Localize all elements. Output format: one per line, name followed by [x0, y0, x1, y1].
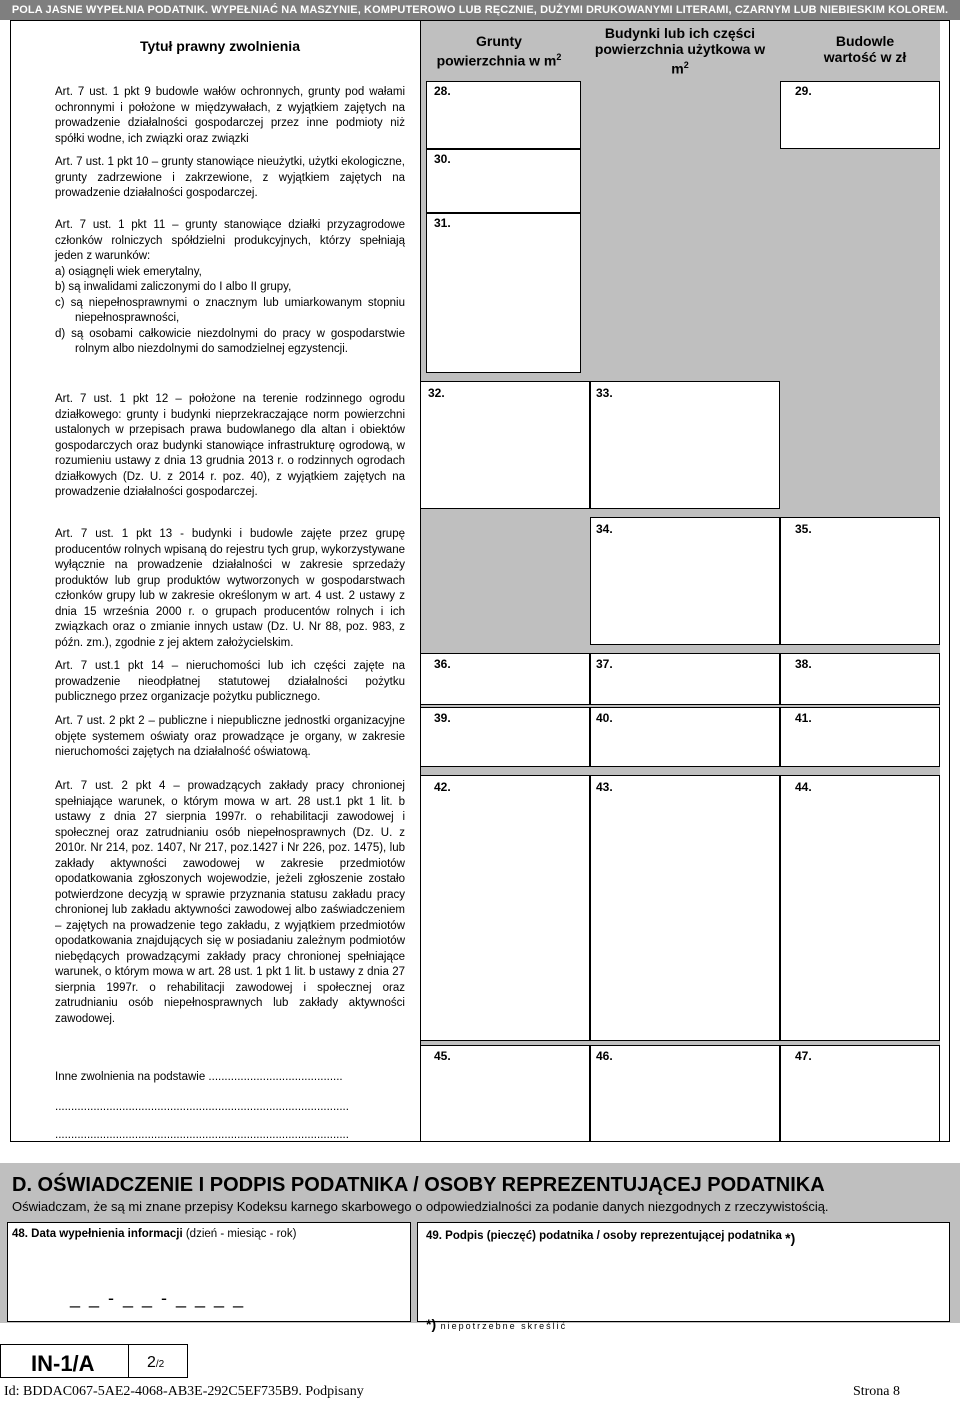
- section-d-title: D. OŚWIADCZENIE I PODPIS PODATNIKA / OSOBY REPREZENTUJĄCEJ PODATNIKA: [12, 1174, 825, 1196]
- field-35[interactable]: [780, 517, 940, 645]
- other-exemptions-line1[interactable]: Inne zwolnienia na podstawie ..........................................: [55, 1071, 343, 1083]
- field-40[interactable]: [590, 707, 780, 767]
- field-number-47: 47.: [795, 1049, 812, 1063]
- legal-pkt13: Art. 7 ust. 1 pkt 13 - budynki i budowle zajęte przez grupę producentów rolnych wpisaną do rejestru tych grup, wykorzystywane wyłącznie na prowadzenie działalności w zakresie sprzedaży produktów lub grup produktów wytworzonych w gospodarstwach członków grupy lub w zakresie określonym w art. 4 ust. 2 ustawy z dnia 15 września 2000 r. o grupach producentów rolnych i ich związkach oraz o zmianie innych ustaw (Dz. U. Nr 88, poz. 983, z późn. zm.), zgodnie z jej aktem założycielskim.: [55, 528, 405, 649]
- field-43[interactable]: [590, 775, 780, 1041]
- form-identifier: [0, 1344, 188, 1378]
- field-number-39: 39.: [434, 711, 451, 725]
- field-number-43: 43.: [596, 780, 613, 794]
- header-budowle: Budowle wartość w zł: [823, 33, 907, 65]
- form-code: IN-1/A: [31, 1351, 95, 1376]
- document-id: Id: BDDAC067-5AE2-4068-AB3E-292C5EF735B9. Podpisany: [4, 1384, 364, 1399]
- field-33[interactable]: [590, 381, 780, 509]
- other-exemptions-line2[interactable]: ............................................................................................: [55, 1101, 349, 1113]
- field-number-40: 40.: [596, 711, 613, 725]
- date-placeholder: _ _ - _ _ - _ _ _ _: [70, 1288, 246, 1308]
- field-44[interactable]: [780, 775, 940, 1041]
- field-42[interactable]: [420, 775, 590, 1041]
- field-number-45: 45.: [434, 1049, 451, 1063]
- field-number-38: 38.: [795, 657, 812, 671]
- field-number-33: 33.: [596, 386, 613, 400]
- legal-pkt9: Art. 7 ust. 1 pkt 9 budowle wałów ochronnych, grunty pod wałami ochronnymi i położone w międzywałach, z wyjątkiem zajętych na prowadzenie działalności gospodarczej przez inne podmioty niż spółki wodne, ich związki oraz związki: [55, 86, 405, 145]
- legal-pkt10: Art. 7 ust. 1 pkt 10 – grunty stanowiące nieużytki, użytki ekologiczne, grunty zadrzewione i zakrzewione, z wyjątkiem zajętych na prowadzenie działalności gospodarczej.: [55, 156, 405, 199]
- footnote: *) niepotrzebne skreślić: [426, 1316, 568, 1332]
- legal-pkt11: Art. 7 ust. 1 pkt 11 – grunty stanowiące działki przyzagrodowe członków rolniczych spółdzielni produkcyjnych, którzy spełniają jeden z warunków: a) osiągnęli wiek emerytalny, b) są inwalidami zaliczonymi do I albo II grupy, c) są niepełnosprawnymi o znacznym lub umiarkowanym stopniu niepełnosprawności, d) są osobami całkowicie niezdolnymi do pracy w gospodarstwie rolnym albo niezdolnymi do samodzielnej egzystencji.: [55, 219, 405, 355]
- legal-pkt12: Art. 7 ust. 1 pkt 12 – położone na terenie rodzinnego ogrodu działkowego: grunty i budynki nieprzekraczające norm powierzchni ustalonych w przepisach prawa budowlanego dla altan i obiektów gospodarczych oraz budynki stanowiące infrastrukturę ogrodową, w rozumieniu ustawy z dnia 13 grudnia 2013 r. o rodzinnych ogrodach działkowych (Dz. U. z 2014 r. poz. 40), z wyjątkiem zajętych na prowadzenie działalności gospodarczej.: [55, 393, 405, 498]
- field-number-31: 31.: [434, 216, 451, 230]
- field-46[interactable]: [590, 1045, 780, 1142]
- field-49-label: 49. Podpis (pieczęć) podatnika / osoby reprezentującej podatnika *): [426, 1230, 796, 1246]
- field-number-35: 35.: [795, 522, 812, 536]
- page-of-form: 2/2: [147, 1354, 165, 1371]
- other-exemptions-line3[interactable]: ............................................................................................: [55, 1129, 349, 1141]
- legal-ust2-pkt2: Art. 7 ust. 2 pkt 2 – publiczne i niepubliczne jednostki organizacyjne objęte systemem oświaty oraz prowadzące je organy, w zakresie nieruchomości zajętych na działalność oświatową.: [55, 715, 405, 758]
- field-number-29: 29.: [795, 84, 812, 98]
- field-31[interactable]: [426, 213, 581, 373]
- field-number-36: 36.: [434, 657, 451, 671]
- field-number-34: 34.: [596, 522, 613, 536]
- field-number-37: 37.: [596, 657, 613, 671]
- legal-pkt14: Art. 7 ust.1 pkt 14 – nieruchomości lub ich części zajęte na prowadzenie nieodpłatnej statutowej działalności pożytku publicznego przez organizacje pożytku publicznego.: [55, 660, 405, 703]
- legal-ust2-pkt4: Art. 7 ust. 2 pkt 4 – prowadzących zakłady pracy chronionej spełniające warunek, o którym mowa w art. 28 ust.1 pkt 1 lit. b ustawy z dnia 27 sierpnia 1997r. o rehabilitacji zawodowej i społecznej oraz zatrudnianiu osób niepełnosprawnych (Dz. U. z 2010r. Nr 214, poz. 1407, Nr 217, poz.1427 i Nr 226, poz. 1475), lub zakłady aktywności zawodowej w zakresie przedmiotów opodatkowania zgłoszonych wojewodzie, jeżeli zgłoszenie zostało potwierdzone decyzją w sprawie przyznania statusu zakładu pracy chronionej lub zakładu aktywności zawodowej albo zaświadczeniem – zajętych na prowadzenie tego zakładu, z wyjątkiem przedmiotów opodatkowania znajdujących się w posiadaniu zależnym podmiotów niebędących prowadzącymi zakłady pracy chronionej spełniające warunek, o którym mowa w art. 28 ust. 1 pkt 1 lit. b ustawy z dnia 27 sierpnia 1997r. o rehabilitacji zawodowej i społecznej oraz zatrudnianiu osób niepełnosprawnych lub zakłady aktywności zawodowej.: [55, 780, 405, 1025]
- form-instruction-bar: POLA JASNE WYPEŁNIA PODATNIK. WYPEŁNIAĆ NA MASZYNIE, KOMPUTEROWO LUB RĘCZNIE, DUŻYMI DRUKOWANYMI LITERAMI, CZARNYM LUB NIEBIESKIM KOLOREM.: [0, 0, 960, 20]
- field-number-41: 41.: [795, 711, 812, 725]
- section-d-statement: Oświadczam, że są mi znane przepisy Kodeksu karnego skarbowego o odpowiedzialności za podanie danych niezgodnych z rzeczywistością.: [12, 1199, 829, 1214]
- field-number-46: 46.: [596, 1049, 613, 1063]
- field-number-44: 44.: [795, 780, 812, 794]
- field-number-32: 32.: [428, 386, 445, 400]
- field-number-30: 30.: [434, 152, 451, 166]
- field-number-42: 42.: [434, 780, 451, 794]
- header-grunty: Grunty powierzchnia w $m^2$: [436, 33, 562, 69]
- field-48-label: 48. Data wypełnienia informacji (dzień - miesiąc - rok): [12, 1228, 297, 1240]
- field-37[interactable]: [590, 653, 780, 705]
- header-budynki: Budynki lub ich części powierzchnia użytkowa w $m^2$: [594, 25, 766, 77]
- field-number-28: 28.: [434, 84, 451, 98]
- field-32[interactable]: [420, 381, 590, 509]
- header-title: Tytuł prawny zwolnienia: [140, 38, 300, 54]
- page-number: Strona 8: [852, 1384, 900, 1399]
- field-34[interactable]: [590, 517, 780, 645]
